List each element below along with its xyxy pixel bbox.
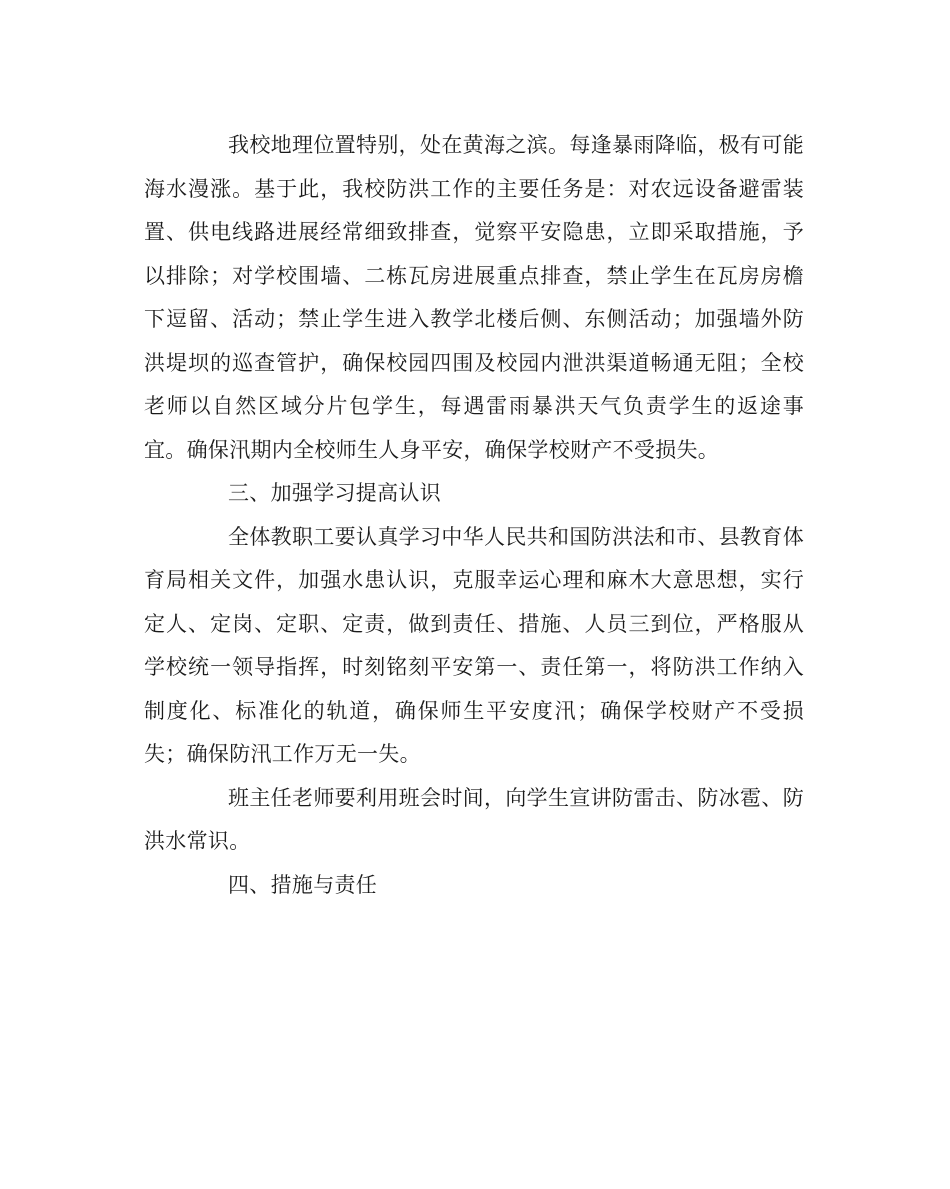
section-heading-3: 三、加强学习提高认识: [228, 481, 441, 505]
paragraph-class-teacher: 班主任老师要利用班会时间，向学生宣讲防雷击、防冰雹、防洪水常识。: [144, 785, 804, 853]
paragraph-flood-tasks: 我校地理位置特别，处在黄海之滨。每逢暴雨降临，极有可能海水漫涨。基于此，我校防洪工作的主要任务是：对农远设备避雷装置、供电线路进展经常细致排查，觉察平安隐患，立即采取措施，予以排除；对学校围墙、二栋瓦房进展重点排查，禁止学生在瓦房房檐下逗留、活动；禁止学生进入教学北楼后侧、东侧活动；加强墙外防洪堤坝的巡查管护，确保校园四围及校园内泄洪渠道畅通无阻；全校老师以自然区域分片包学生，每遇雷雨暴洪天气负责学生的返途事宜。确保汛期内全校师生人身平安，确保学校财产不受损失。: [144, 133, 804, 462]
section-heading-4: 四、措施与责任: [228, 872, 378, 897]
paragraph-learning: 全体教职工要认真学习中华人民共和国防洪法和市、县教育体育局相关文件，加强水患认识，克服幸运心理和麻木大意思想，实行定人、定岗、定职、定责，做到责任、措施、人员三到位，严格服从学校统一领导指挥，时刻铭刻平安第一、责任第一，将防洪工作纳入制度化、标准化的轨道，确保师生平安度汛；确保学校财产不受损失；确保防汛工作万无一失。: [144, 524, 804, 766]
document-page: [144, 124, 804, 907]
